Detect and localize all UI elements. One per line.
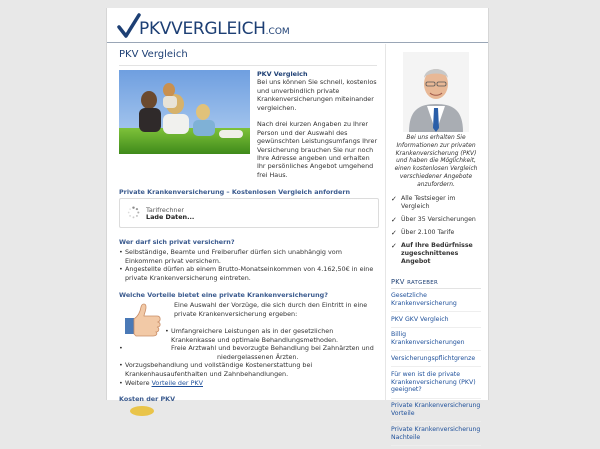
- sidebar-link[interactable]: Für wen ist die private Krankenversicherung (PKV) geeignet?: [391, 371, 481, 399]
- page: [106, 8, 489, 441]
- list-item: • Vorzugsbehandlung und vollständige Kostenerstattung bei Krankenhausaufenthalten und Zahnbehandlungen.: [119, 361, 377, 378]
- benefits-intro: Eine Auswahl der Vorzüge, die sich durch den Eintritt in eine private Krankenversicherung ergeben:: [174, 301, 368, 318]
- checkmark-icon: ✓: [391, 195, 397, 203]
- list-item: ✓ Auf Ihre Bedürfnisse zugeschnittenes Angebot: [391, 242, 473, 265]
- calculator-label: Tarifrechner: [146, 206, 185, 214]
- tariff-calculator-box[interactable]: [119, 198, 379, 228]
- logo-text: PKVVERGLEICH.COM: [139, 19, 290, 39]
- title-divider: [119, 65, 377, 66]
- benefits-heading: Welche Vorteile bietet eine private Krankenversicherung?: [119, 291, 328, 299]
- sidebar-link[interactable]: Versicherungspflichtgrenze: [391, 355, 481, 367]
- checkmark-icon: ✓: [391, 242, 397, 250]
- list-item: • Selbständige, Beamte und Freiberufler dürfen sich unabhängig vom Einkommen privat versichern.: [119, 248, 377, 265]
- advisor-portrait: [403, 52, 469, 132]
- list-item: [119, 379, 377, 388]
- list-item: ✓ Alle Testsieger im Vergleich: [391, 195, 456, 210]
- page-title: PKV Vergleich: [119, 49, 188, 60]
- who-heading: Wer darf sich privat versichern?: [119, 238, 235, 246]
- who-list: [119, 248, 377, 282]
- sidebar-link[interactable]: Private Krankenversicherung Nachteile: [391, 426, 481, 446]
- column-divider: [385, 44, 386, 400]
- feature-checklist: [391, 195, 481, 271]
- intro-text: [257, 70, 380, 179]
- intro-heading: PKV Vergleich: [257, 70, 308, 78]
- list-item: ✓ Über 35 Versicherungen: [391, 216, 476, 224]
- sidebar-link[interactable]: Private Krankenversicherung Vorteile: [391, 402, 481, 422]
- benefits-list: [119, 327, 377, 387]
- advisor-caption: Bei uns erhalten Sie Informationen zur privaten Krankenversicherung (PKV) und haben die Möglichkeit, einen kostenlosen Vergleich verschiedener Angebote anzufordern.: [394, 135, 478, 188]
- list-item: ✓ Über 2.100 Tarife: [391, 229, 455, 237]
- checkmark-logo-icon: [117, 14, 141, 38]
- sidebar-link[interactable]: Billig Krankenversicherungen: [391, 331, 481, 351]
- header: [107, 8, 488, 43]
- ratgeber-heading: PKV RATGEBER: [391, 278, 439, 286]
- list-item: • Angestellte dürfen ab einem Brutto-Monatseinkommen von 4.162,50€ in eine private Krankenversicherung eintreten.: [119, 265, 377, 282]
- intro-paragraph-2: Nach drei kurzen Angaben zu Ihrer Person und der Auswahl des gewünschten Leistungsumfangs Ihrer Versicherung brauchen Sie nur noch Ihre Adresse angeben und erhalten Ihr persönliches Angebot umgehend frei Haus.: [257, 120, 378, 179]
- checkmark-icon: ✓: [391, 229, 397, 237]
- checkmark-icon: ✓: [391, 216, 397, 224]
- sidebar-link[interactable]: Gesetzliche Krankenversicherung: [391, 292, 481, 312]
- family-photo: [119, 70, 250, 154]
- loading-spinner-icon: [127, 206, 140, 219]
- main-content: [119, 49, 378, 403]
- more-benefits-prefix: Weitere: [125, 378, 150, 387]
- compare-heading: Private Krankenversicherung – Kostenlosen Vergleich anfordern: [119, 188, 351, 196]
- intro-paragraph-1: Bei uns können Sie schnell, kostenlos und unverbindlich private Krankenversicherungen miteinander vergleichen.: [257, 78, 377, 112]
- list-item: • Umfangreichere Leistungen als in der gesetzlichen Krankenkasse und optimale Behandlungsmethoden.: [165, 327, 377, 344]
- list-item: • Freie Arztwahl und bevorzugte Behandlung bei Zahnärzten und niedergelassenen Ärzten.: [165, 344, 377, 361]
- ratgeber-links: [391, 292, 481, 449]
- costs-heading: Kosten der PKV: [119, 395, 176, 403]
- coins-icon: [129, 405, 155, 411]
- ratgeber-divider: [391, 288, 481, 289]
- sidebar-link[interactable]: PKV GKV Vergleich: [391, 316, 481, 328]
- calculator-loading-text: Lade Daten...: [146, 213, 195, 221]
- more-benefits-link[interactable]: Vorteile der PKV: [151, 378, 203, 387]
